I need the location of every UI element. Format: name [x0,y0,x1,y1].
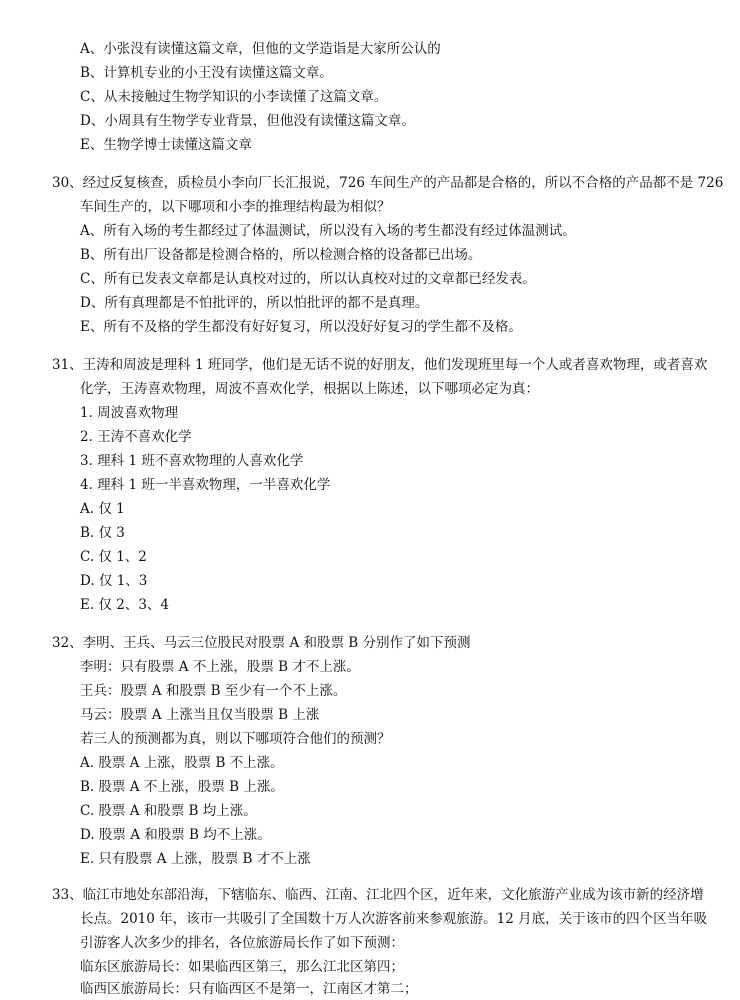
prediction-line: 马云：股票 A 上涨当且仅当股票 B 上涨 [80,707,320,723]
question-stem-line: 车间生产的，以下哪项和小李的推理结构最为相似？ [80,199,391,215]
prediction-line: 临西区旅游局长：只有临西区不是第一，江南区才第二； [80,981,418,997]
option-line: A. 仅 1 [80,501,125,517]
option-line: E、所有不及格的学生都没有好好复习，所以没好好复习的学生都不及格。 [80,319,522,335]
option-line: D、所有真理都是不怕批评的，所以怕批评的都不是真理。 [80,295,429,311]
option-line: E. 只有股票 A 上涨，股票 B 才不上涨 [80,851,311,867]
option-line: B、所有出厂设备都是检测合格的，所以检测合格的设备都已出场。 [80,247,482,263]
prediction-line: 王兵：股票 A 和股票 B 至少有一个不上涨。 [80,683,347,699]
option-line: B. 股票 A 不上涨，股票 B 上涨。 [80,779,284,795]
statement-line: 2. 王涛不喜欢化学 [80,429,192,445]
option-line: A、小张没有读懂这篇文章，但他的文学造诣是大家所公认的 [80,41,441,57]
statement-line: 1. 周波喜欢物理 [80,405,179,421]
question-stem-line: 30、经过反复核查，质检员小李向厂长汇报说，726 车间生产的产品都是合格的，所以不合格的产品都不是 726 [52,175,724,191]
option-line: D. 股票 A 和股票 B 均不上涨。 [80,827,271,843]
option-line: A、所有入场的考生都经过了体温测试，所以没有入场的考生都没有经过体温测试。 [80,223,576,239]
option-line: B. 仅 3 [80,525,125,541]
option-line: C、所有已发表文章都是认真校对过的，所以认真校对过的文章都已经发表。 [80,271,536,287]
question-stem-line: 33、临江市地处东部沿海，下辖临东、临西、江南、江北四个区，近年来，文化旅游产业成为该市新的经济增 [52,887,704,903]
option-line: C、从未接触过生物学知识的小李读懂了这篇文章。 [80,89,388,105]
option-line: C. 仅 1、2 [80,549,147,565]
question-stem-line: 长点。2010 年，该市一共吸引了全国数十万人次游客前来参观旅游。12 月底，关于该市的四个区当年吸 [80,911,708,927]
statement-line: 3. 理科 1 班不喜欢物理的人喜欢化学 [80,453,304,469]
option-line: E. 仅 2、3、4 [80,597,169,613]
prediction-line: 李明：只有股票 A 不上涨，股票 B 才不上涨。 [80,659,360,675]
question-stem-line: 引游客人次多少的排名，各位旅游局长作了如下预测： [80,935,404,951]
option-line: D. 仅 1、3 [80,573,148,589]
option-line: A. 股票 A 上涨，股票 B 不上涨。 [80,755,284,771]
option-line: B、计算机专业的小王没有读懂这篇文章。 [80,65,333,81]
prediction-line: 临东区旅游局长：如果临西区第三，那么江北区第四； [80,959,404,975]
question-stem-line: 32、李明、王兵、马云三位股民对股票 A 和股票 B 分别作了如下预测 [52,635,471,651]
statement-line: 4. 理科 1 班一半喜欢物理，一半喜欢化学 [80,477,331,493]
question-stem-line: 化学，王涛喜欢物理，周波不喜欢化学，根据以上陈述，以下哪项必定为真： [80,381,539,397]
option-line: E、生物学博士读懂这篇文章 [80,137,252,153]
option-line: D、小周具有生物学专业背景，但他没有读懂这篇文章。 [80,113,415,129]
question-stem-line: 31、王涛和周波是理科 1 班同学，他们是无话不说的好朋友，他们发现班里每一个人或者喜欢物理，或者喜欢 [52,357,708,373]
option-line: C. 股票 A 和股票 B 均上涨。 [80,803,257,819]
question-prompt-line: 若三人的预测都为真，则以下哪项符合他们的预测？ [80,731,391,747]
